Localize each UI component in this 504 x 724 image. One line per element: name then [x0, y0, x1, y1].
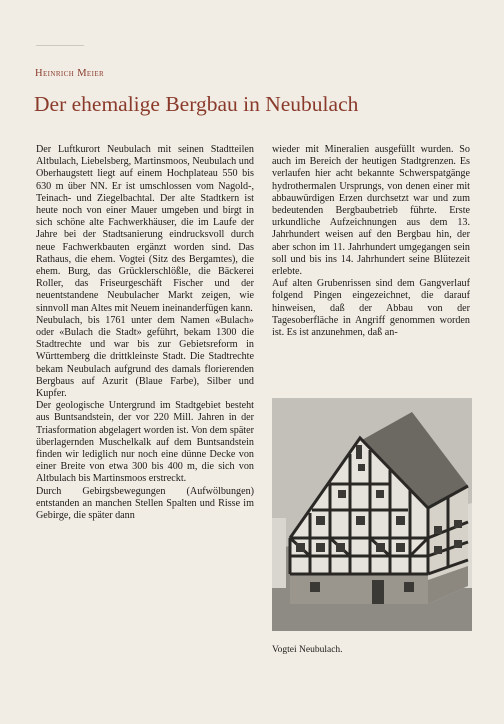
author-name: Heinrich Meier [35, 68, 105, 79]
header-rule [36, 45, 84, 46]
half-timbered-house-illustration [272, 398, 472, 631]
paragraph: wieder mit Mineralien ausgefüllt wurden. So auch im Bereich der heutigen Stadtgrenzen. Es verlaufen hier acht bekannte Schwerspatgänge hydrothermalen Ursprungs, von denen einer mit abbauwürdigen Erzen durchsetzt war und zum bedeutenden Bergbaubetrieb führte. Erste urkundliche Aufzeichnungen aus dem 13. Jahrhundert weisen auf den Bergbau hin, der aber schon im 11. Jahrhundert umgegangen sein soll und bis ins 14. Jahrhundert seine Blütezeit erlebte. [272, 144, 470, 278]
paragraph: Der Luftkurort Neubulach mit seinen Stadtteilen Altbulach, Liebelsberg, Martinsmoos, Neubulach und Oberhaugstett liegt auf einem Hochplateau 550 bis 630 m über NN. Er ist umschlossen vom Nagold-, Teinach- und Ziegelbachtal. Der alte Stadtkern ist heute noch von einer Mauer umgeben und birgt in sich schöne alte Fachwerkhäuser, die im Laufe der Jahre bei der Stadtsanierung eindrucksvoll durch neue Fachwerkbauten ergänzt worden sind. Das Rathaus, die ehem. Vogtei (Sitz des Bergamtes), die ehem. Burg, das Grücklerschlößle, die Bäckerei Roller, das Friseurgeschäft Fischer und der neuentstandene Neubulacher Markt zeigen, wie sinnvoll man Altes mit Neuem ineinanderfügen kann. [36, 144, 254, 314]
article-title: Der ehemalige Bergbau in Neubulach [34, 92, 359, 116]
paragraph: Neubulach, bis 1761 unter dem Namen «Bulach» oder «Bulach die Stadt» geführt, bekam 1300 die Stadtrechte und war bis zur Gebietsreform in Württemberg die drittkleinste Stadt. Die Stadtrechte bekam Neubulach aufgrund des damals florierenden Bergbaus auf Azurit (Blaue Farbe), Silber und Kupfer. [36, 314, 254, 400]
paragraph: Der geologische Untergrund im Stadtgebiet besteht aus Buntsandstein, der vor 220 Mill. Jahren in der Triasformation abgelagert worden ist. Von dem später überlagernden Muschelkalk auf dem Buntsandstein finden wir lediglich nur noch eine dünne Decke von einer Breite von etwa 300 bis 400 m, die sich von Altbulach bis Martinsmoos erstreckt. [36, 400, 254, 485]
left-text-column [36, 144, 254, 522]
photo-caption: Vogtei Neubulach. [272, 645, 343, 655]
paragraph: Auf alten Grubenrissen sind dem Gangverlauf folgend Pingen eingezeichnet, die darauf hinweisen, daß der Abbau von der Tagesoberfläche in Angriff genommen worden ist. Es ist anzunehmen, daß an- [272, 278, 470, 339]
vogtei-photo [272, 398, 472, 631]
right-text-column [272, 144, 470, 339]
paragraph: Durch Gebirgsbewegungen (Aufwölbungen) entstanden an manchen Stellen Spalten und Risse im Gebirge, die später dann [36, 485, 254, 522]
